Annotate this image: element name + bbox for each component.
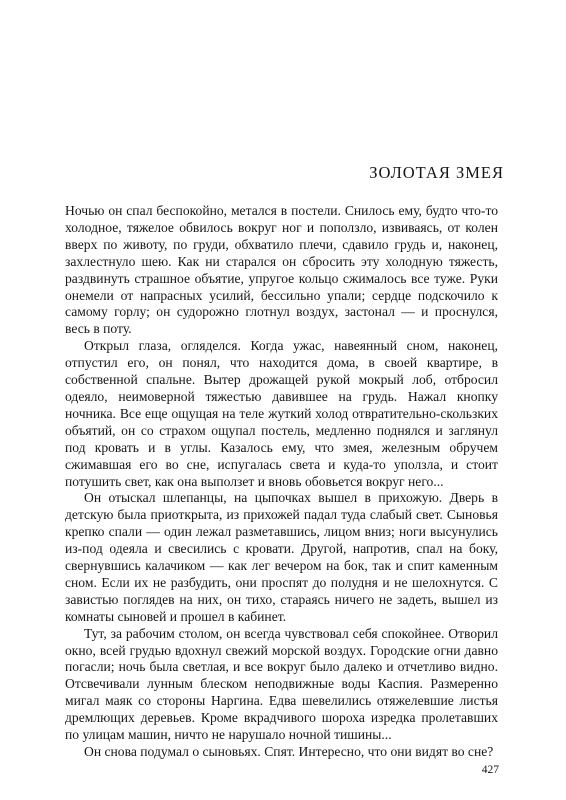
- paragraph: Он снова подумал о сыновьях. Спят. Интересно, что они видят во сне?: [84, 744, 494, 759]
- body-text: [65, 203, 498, 761]
- paragraph: Открыл глаза, огляделся. Когда ужас, навеянный сном, наконец, отпустил его, он понял, что находится дома, в своей квартире, в собственной спальне. Вытер дрожащей рукой мокрый лоб, отбросил одеяло, неимоверной тяжестью давившее на грудь. Нажал кнопку ночника. Все еще ощущая на теле жуткий холод отвратительно-скользких объятий, он со страхом ощупал постель, медленно поднялся и заглянул под кровать и в углы. Казалось ему, что змея, железным обручем сжимавшая его во сне, испугалась света и куда-то уползла, и стоит потушить свет, как она выползет и вновь обовьется вокруг него...: [65, 338, 498, 489]
- paragraph: Ночью он спал беспокойно, метался в постели. Снилось ему, будто что-то холодное, тяжелое обвилось вокруг ног и поползло, извиваясь, от колен вверх по животу, по груди, обхватило плечи, сдавило грудь и, наконец, захлестнуло шею. Как ни старался он сбросить эту холодную тяжесть, раздвинуть страшное объятие, упругое кольцо сжималось все туже. Руки онемели от напрасных усилий, бессильно упали; сердце подскочило к самому горлу; он судорожно глотнул воздух, застонал — и проснулся, весь в поту.: [65, 203, 498, 337]
- page-number: 427: [481, 764, 499, 776]
- paragraph: Он отыскал шлепанцы, на цыпочках вышел в прихожую. Дверь в детскую была приоткрыта, из прихожей падал туда слабый свет. Сыновья крепко спали — один лежал разметавшись, лицом вниз; ноги высунулись из-под одеяла и свесились с кровати. Другой, напротив, спал на боку, свернувшись калачиком — как лег вечером на бок, так и спит каменным сном. Если их не разбудить, они проспят до полудня и не шелохнутся. С завистью поглядев на них, он тихо, стараясь ничего не задеть, вышел из комнаты сыновей и прошел в кабинет.: [65, 490, 498, 624]
- chapter-title: ЗОЛОТАЯ ЗМЕЯ: [369, 163, 504, 182]
- paragraph: Тут, за рабочим столом, он всегда чувствовал себя спокойнее. Отворил окно, всей грудью вдохнул свежий морской воздух. Городские огни давно погасли; ночь была светлая, и все вокруг было далеко и отчетливо видно. Отсвечивали лунным блеском неподвижные воды Каспия. Размеренно мигал маяк со стороны Наргина. Едва шевелились отяжелевшие листья дремлющих деревьев. Кроме вкрадчивого шороха изредка пролетавших по улицам машин, ничто не нарушало ночной тишины...: [65, 625, 498, 743]
